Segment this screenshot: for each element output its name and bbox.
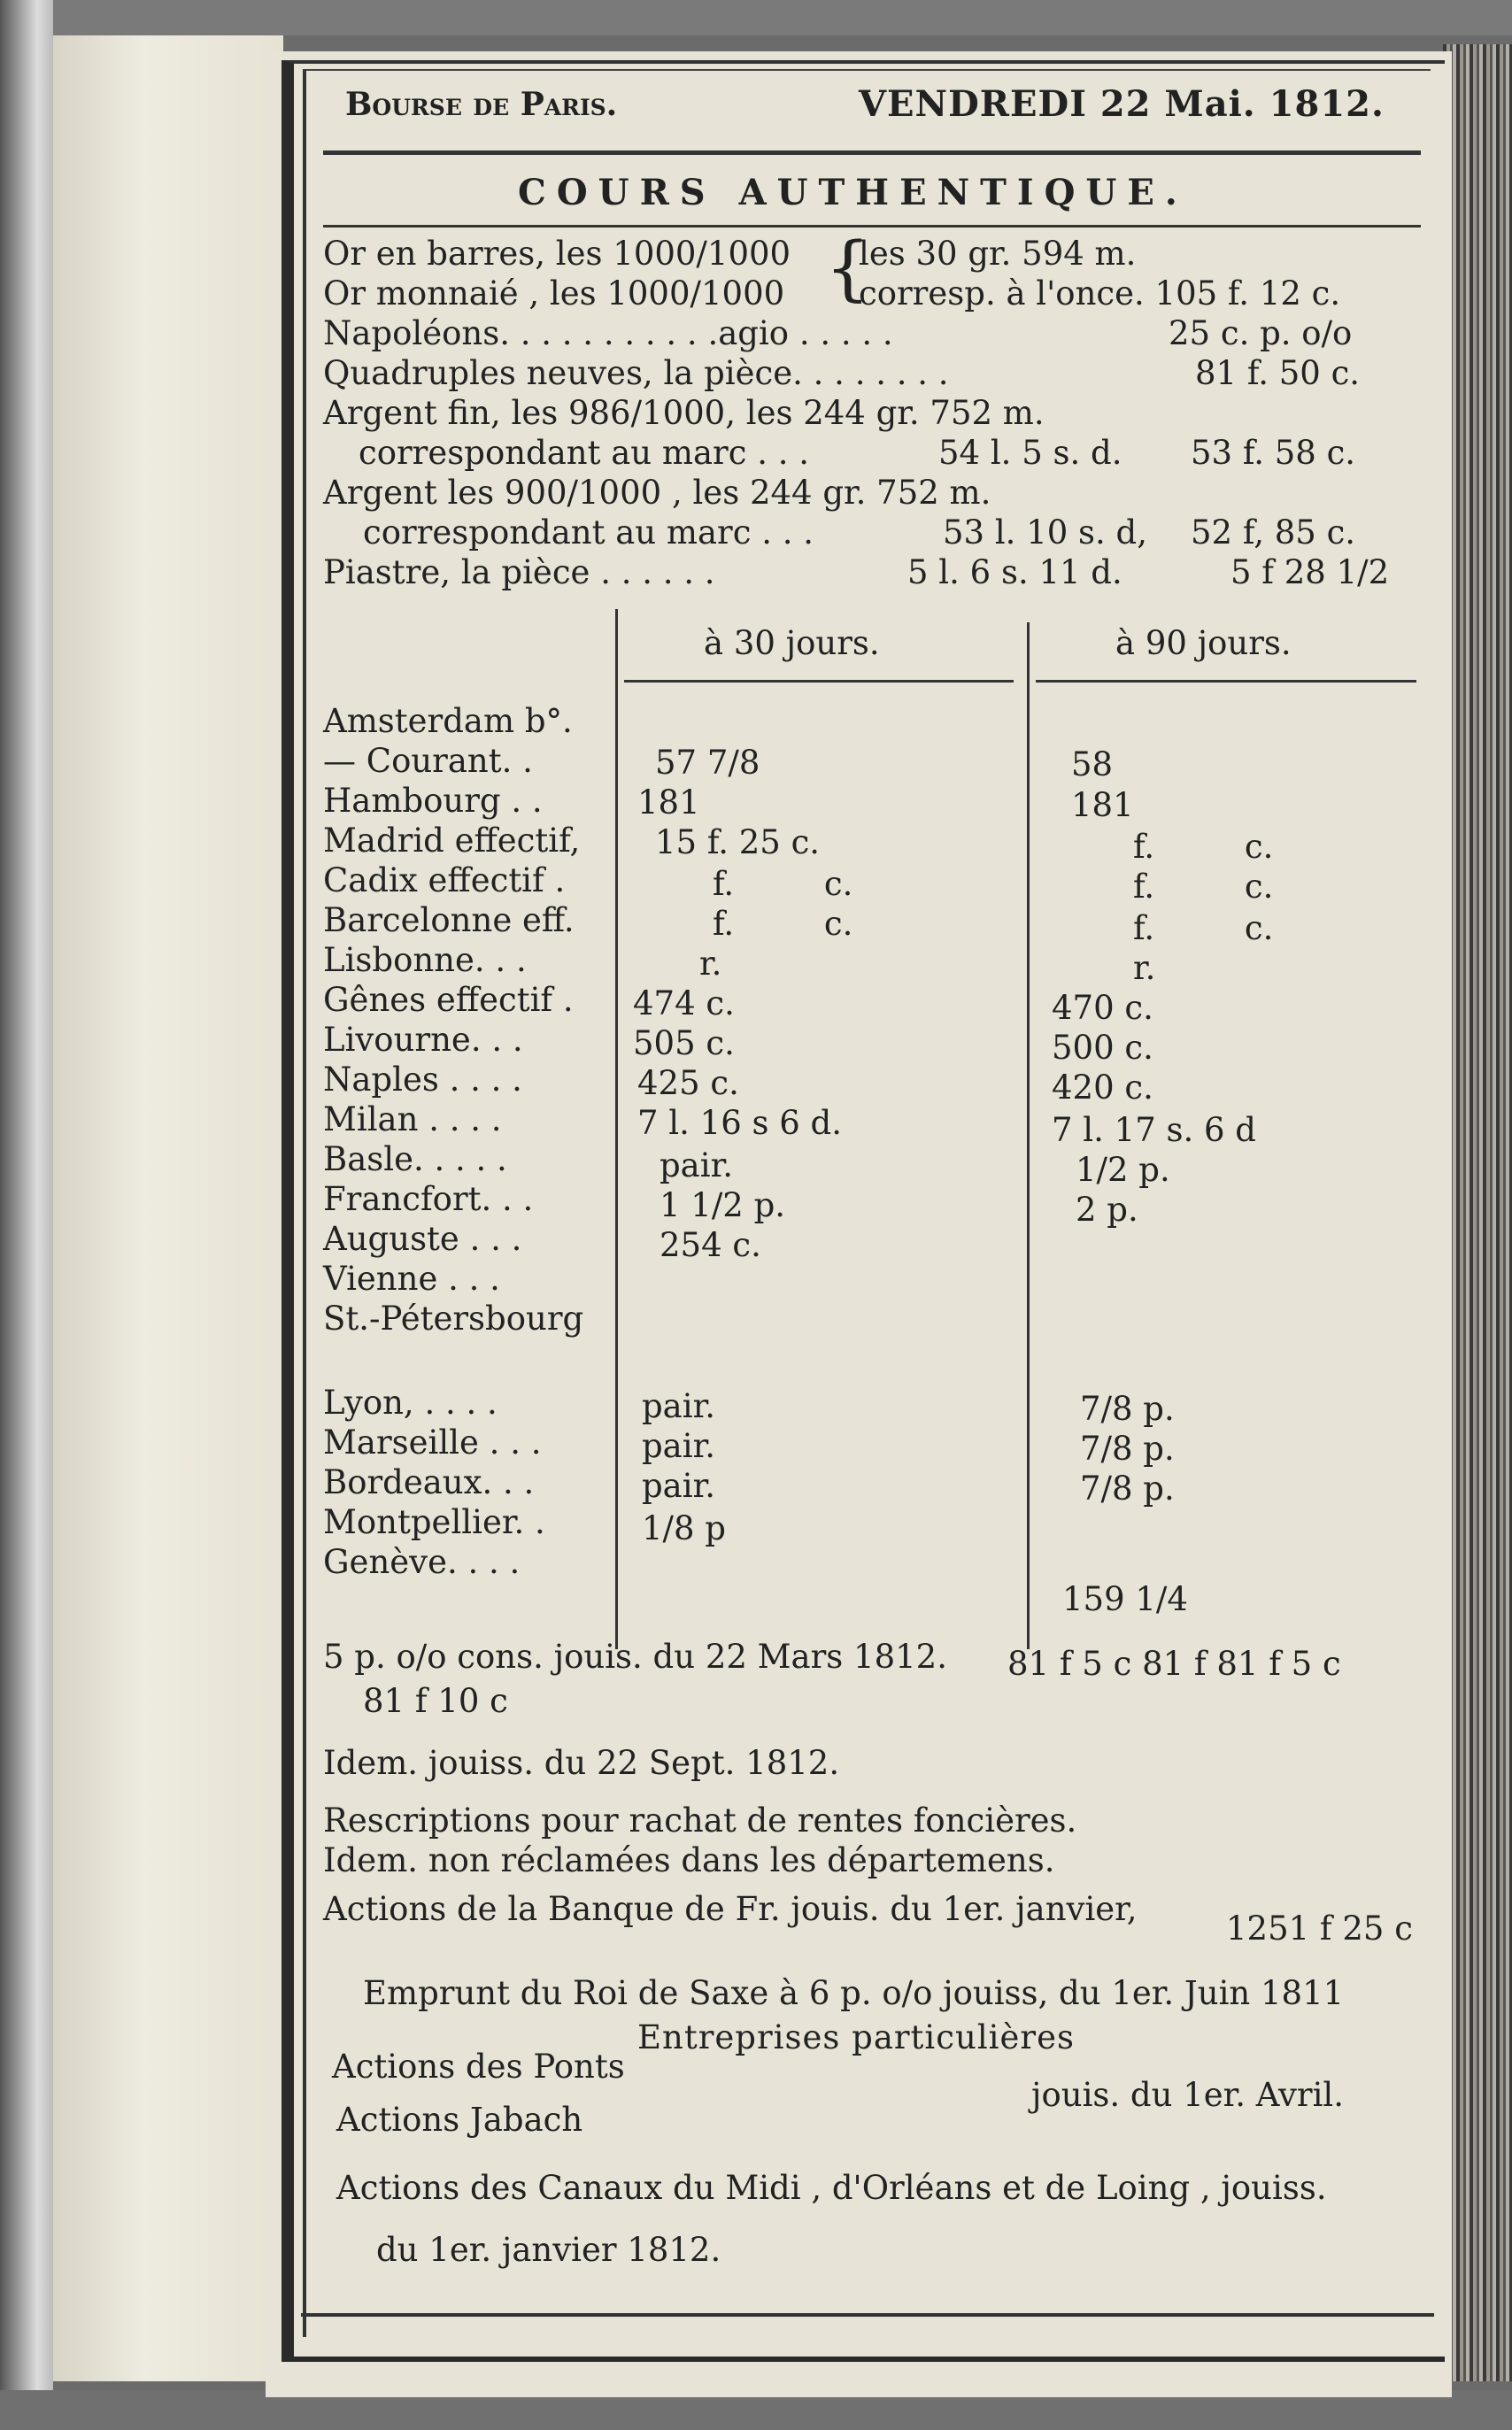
funds-cons: 5 p. o/o cons. jouis. du 22 Mars 1812. xyxy=(323,1638,947,1676)
funds-canaux-date: du 1er. janvier 1812. xyxy=(376,2231,721,2269)
metal-label: correspondant au marc . . . xyxy=(363,513,814,552)
metal-value: 52 f, 85 c. xyxy=(1191,513,1356,552)
document-page xyxy=(266,51,1452,2397)
metal-value: 25 c. p. o/o xyxy=(1169,314,1353,352)
rate-30: 181 xyxy=(637,783,700,822)
funds-jabach: Actions Jabach xyxy=(336,2101,583,2139)
metal-value: corresp. à l'once. 105 f. 12 c. xyxy=(859,274,1341,312)
column-rule-left xyxy=(615,609,618,1649)
exchange-place: Lisbonne. . . xyxy=(323,941,527,979)
rate-90: 7/8 p. xyxy=(1080,1430,1175,1468)
metal-label: Quadruples neuves, la pièce. . . . . . . . xyxy=(323,354,949,392)
bottom-rule xyxy=(301,2313,1434,2317)
funds-banque-price: 1251 f 25 c xyxy=(1226,1909,1413,1948)
column-header-90: à 90 jours. xyxy=(1115,624,1292,662)
funds-entreprises: Entreprises particulières xyxy=(637,2018,1075,2056)
rate-90: 7/8 p. xyxy=(1080,1390,1175,1428)
exchange-place: St.-Pétersbourg xyxy=(323,1300,584,1338)
rate-30: 1 1/2 p. xyxy=(660,1186,786,1224)
exchange-place: Hambourg . . xyxy=(323,782,543,820)
rate-30: pair. xyxy=(642,1467,715,1505)
exchange-place: Gênes effectif . xyxy=(323,981,574,1019)
brace-glyph: { xyxy=(825,227,870,309)
rate-30: 1/8 p xyxy=(642,1509,726,1547)
rate-90: f. c. xyxy=(1133,828,1274,866)
rate-90: 470 c. xyxy=(1052,989,1153,1027)
metal-label: Piastre, la pièce . . . . . . xyxy=(323,553,715,591)
rate-30: f. c. xyxy=(713,865,853,903)
header-date: VENDREDI 22 Mai. 1812. xyxy=(859,83,1385,125)
exchange-place: Milan . . . . xyxy=(323,1100,502,1138)
rate-30: pair. xyxy=(642,1427,715,1465)
funds-canaux: Actions des Canaux du Midi , d'Orléans et de Loing , jouiss. xyxy=(336,2169,1327,2207)
rate-30: r. xyxy=(699,945,722,983)
metal-value: 81 f. 50 c. xyxy=(1195,354,1361,392)
column-rule-right xyxy=(1027,622,1030,1649)
funds-rescriptions: Rescriptions pour rachat de rentes foncières. xyxy=(323,1801,1077,1840)
exchange-place: Madrid effectif, xyxy=(323,822,581,860)
funds-emprunt: Emprunt du Roi de Saxe à 6 p. o/o jouiss, du 1er. Juin 1811 xyxy=(363,1974,1345,2012)
section-title: COURS AUTHENTIQUE. xyxy=(518,172,1188,213)
domestic-place: Montpellier. . xyxy=(323,1503,545,1541)
metal-label: correspondant au marc . . . xyxy=(359,434,810,472)
funds-cons-prices: 81 f 5 c 81 f 81 f 5 c xyxy=(1007,1645,1341,1683)
rate-30: 505 c. xyxy=(633,1024,735,1062)
rate-90: 181 xyxy=(1071,786,1134,824)
funds-banque: Actions de la Banque de Fr. jouis. du 1er. janvier, xyxy=(323,1890,1138,1928)
rate-30: 425 c. xyxy=(637,1064,739,1102)
rate-90: 159 1/4 xyxy=(1062,1580,1188,1618)
exchange-place: Vienne . . . xyxy=(323,1260,500,1298)
exchange-place: — Courant. . xyxy=(323,742,533,780)
header-left: Bourse de Paris. xyxy=(345,86,618,123)
header-rule xyxy=(323,150,1421,155)
rate-30: 7 l. 16 s 6 d. xyxy=(637,1104,842,1142)
exchange-place: Basle. . . . . xyxy=(323,1140,507,1178)
column-header-30: à 30 jours. xyxy=(704,624,880,662)
metal-mid: 53 l. 10 s. d, xyxy=(943,513,1147,552)
rate-30: 15 f. 25 c. xyxy=(655,823,821,861)
book-binding xyxy=(0,0,53,2430)
domestic-place: Genève. . . . xyxy=(323,1543,521,1581)
exchange-place: Livourne. . . xyxy=(323,1021,523,1059)
title-rule xyxy=(323,225,1421,228)
page-stack-edge xyxy=(1443,44,1512,2381)
rate-90: r. xyxy=(1133,949,1156,987)
metal-label: Argent fin, les 986/1000, les 244 gr. 752 m. xyxy=(323,394,1045,432)
rate-90: f. c. xyxy=(1133,868,1274,906)
metal-value: les 30 gr. 594 m. xyxy=(859,235,1137,273)
metal-label: Or en barres, les 1000/1000 xyxy=(323,235,791,273)
metal-value: 5 f 28 1/2 xyxy=(1230,553,1390,591)
rate-30: 57 7/8 xyxy=(655,744,760,782)
funds-cons-price-2: 81 f 10 c xyxy=(363,1682,508,1720)
rate-90: 500 c. xyxy=(1052,1029,1153,1067)
metal-label: Napoléons. . . . . . . . . . .agio . . . . . xyxy=(323,314,893,352)
column-header-rule xyxy=(1036,680,1416,683)
column-header-rule xyxy=(624,680,1014,683)
funds-ponts-jouis: jouis. du 1er. Avril. xyxy=(1031,2076,1345,2114)
exchange-place: Cadix effectif . xyxy=(323,861,566,899)
domestic-place: Lyon, . . . . xyxy=(323,1384,498,1422)
rate-90: 2 p. xyxy=(1076,1191,1138,1229)
facing-blank-page xyxy=(53,35,283,2381)
rate-30: pair. xyxy=(660,1146,733,1184)
scan-top-edge xyxy=(0,0,1512,35)
rate-90: 58 xyxy=(1071,745,1114,783)
exchange-place: Auguste . . . xyxy=(323,1220,522,1258)
rate-90: 420 c. xyxy=(1052,1068,1153,1107)
rate-90: 7 l. 17 s. 6 d xyxy=(1052,1111,1256,1149)
metal-label: Or monnaié , les 1000/1000 xyxy=(323,274,785,312)
metal-value: 53 f. 58 c. xyxy=(1191,434,1356,472)
exchange-place: Francfort. . . xyxy=(323,1180,534,1218)
metal-mid: 54 l. 5 s. d. xyxy=(938,434,1122,472)
funds-idem: Idem. jouiss. du 22 Sept. 1812. xyxy=(323,1744,840,1782)
rate-30: pair. xyxy=(642,1387,715,1425)
rate-90: 1/2 p. xyxy=(1076,1151,1170,1189)
rate-30: 254 c. xyxy=(660,1226,761,1264)
rate-90: 7/8 p. xyxy=(1080,1470,1175,1508)
exchange-place: Naples . . . . xyxy=(323,1061,522,1099)
funds-ponts: Actions des Ponts xyxy=(332,2048,625,2086)
domestic-place: Marseille . . . xyxy=(323,1423,542,1462)
metal-mid: 5 l. 6 s. 11 d. xyxy=(907,553,1122,591)
rate-30: 474 c. xyxy=(633,984,735,1022)
funds-idem-non: Idem. non réclamées dans les départemens. xyxy=(323,1841,1055,1879)
rate-90: f. c. xyxy=(1133,909,1274,947)
exchange-place: Barcelonne eff. xyxy=(323,901,575,939)
metal-label: Argent les 900/1000 , les 244 gr. 752 m. xyxy=(323,474,991,512)
rate-30: f. c. xyxy=(713,905,853,943)
exchange-place: Amsterdam b°. xyxy=(323,702,573,740)
domestic-place: Bordeaux. . . xyxy=(323,1463,535,1501)
